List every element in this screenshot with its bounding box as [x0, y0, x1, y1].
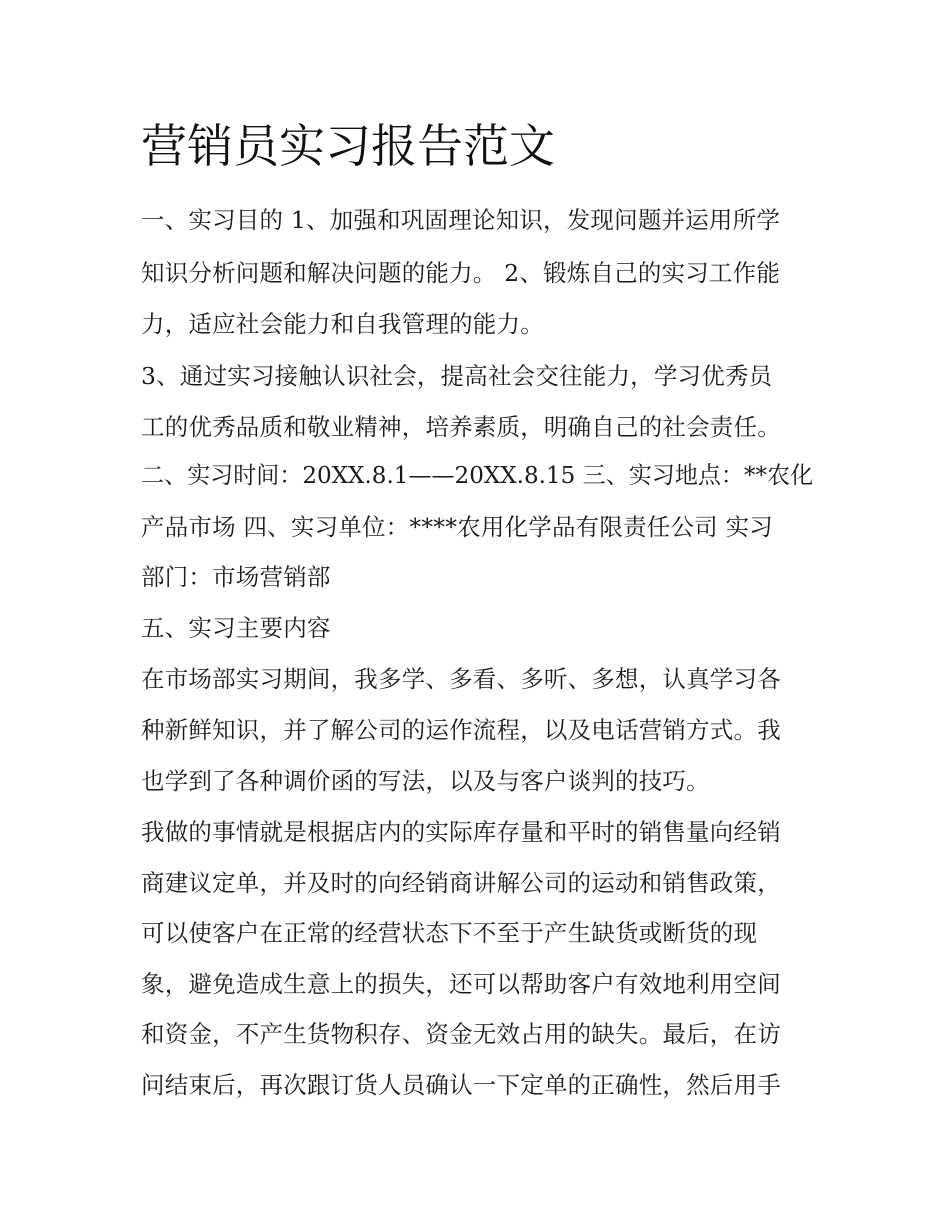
body-line: 3、通过实习接触认识社会，提高社会交往能力，学习优秀员 [141, 362, 773, 390]
document-title: 营销员实习报告范文 [141, 119, 555, 173]
body-line: 二、实习时间：20XX.8.1——20XX.8.15 三、实习地点：**农化 [141, 463, 814, 489]
body-line: 工的优秀品质和敬业精神，培养素质，明确自己的社会责任。 [141, 413, 781, 441]
body-line: 商建议定单，并及时的向经销商讲解公司的运动和销售政策， [141, 869, 781, 897]
section-heading: 五、实习主要内容 [141, 614, 331, 642]
body-line: 知识分析问题和解决问题的能力。 2、锻炼自己的实习工作能 [141, 259, 781, 287]
body-line: 可以使客户在正常的经营状态下不至于产生缺货或断货的现 [141, 919, 758, 947]
body-line: 产品市场 四、实习单位：****农用化学品有限责任公司 实习 [141, 513, 773, 541]
body-line: 象，避免造成生意上的损失，还可以帮助客户有效地利用空间 [141, 970, 781, 998]
body-line: 一、实习目的 1、加强和巩固理论知识，发现问题并运用所学 [141, 206, 781, 234]
body-line: 也学到了各种调价函的写法，以及与客户谈判的技巧。 [141, 767, 710, 795]
body-line: 问结束后，再次跟订货人员确认一下定单的正确性，然后用手 [141, 1071, 781, 1099]
body-line: 在市场部实习期间，我多学、多看、多听、多想，认真学习各 [141, 665, 781, 693]
body-line: 部门：市场营销部 [141, 563, 331, 591]
body-line: 和资金，不产生货物积存、资金无效占用的缺失。最后，在访 [141, 1020, 781, 1048]
body-line: 力，适应社会能力和自我管理的能力。 [141, 310, 544, 338]
body-line: 我做的事情就是根据店内的实际库存量和平时的销售量向经销 [141, 818, 781, 846]
body-line: 种新鲜知识，并了解公司的运作流程，以及电话营销方式。我 [141, 716, 781, 744]
